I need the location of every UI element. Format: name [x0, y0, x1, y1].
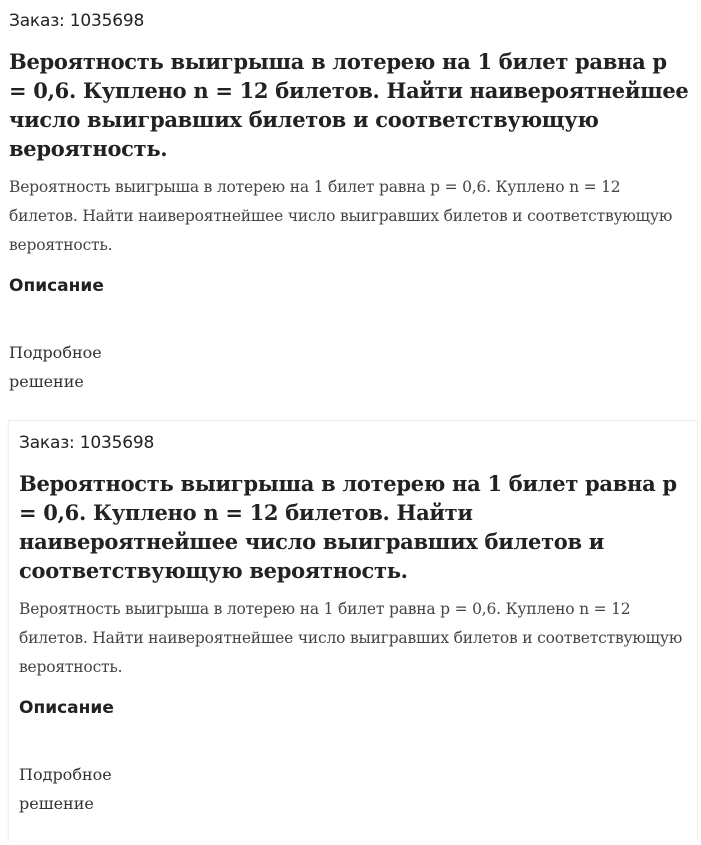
description-heading: Описание [9, 276, 104, 296]
order-card-2 [8, 420, 698, 841]
description-heading: Описание [19, 698, 114, 718]
order-number: Заказ: 1035698 [19, 433, 155, 453]
task-text: Вероятность выигрыша в лотерею на 1 билет равна p = 0,6. Куплено n = 12 билетов. Найти наивероятнейшее число выигравших билетов и соответствующую вероятность. [9, 178, 673, 254]
detailed-solution-link[interactable]: Подробное решение [19, 765, 112, 813]
detailed-solution-link[interactable]: Подробное решение [9, 343, 102, 391]
task-text: Вероятность выигрыша в лотерею на 1 билет равна p = 0,6. Куплено n = 12 билетов. Найти наивероятнейшее число выигравших билетов и соответствующую вероятность. [19, 600, 683, 676]
task-title: Вероятность выигрыша в лотерею на 1 билет равна p = 0,6. Куплено n = 12 билетов. Найти наивероятнейшее число выигравших билетов и соответствующую вероятность. [9, 49, 689, 161]
order-number: Заказ: 1035698 [9, 11, 145, 31]
task-title: Вероятность выигрыша в лотерею на 1 билет равна p = 0,6. Куплено n = 12 билетов. Найти наивероятнейшее число выигравших билетов и соответствующую вероятность. [19, 471, 677, 583]
order-card-1 [0, 0, 701, 396]
